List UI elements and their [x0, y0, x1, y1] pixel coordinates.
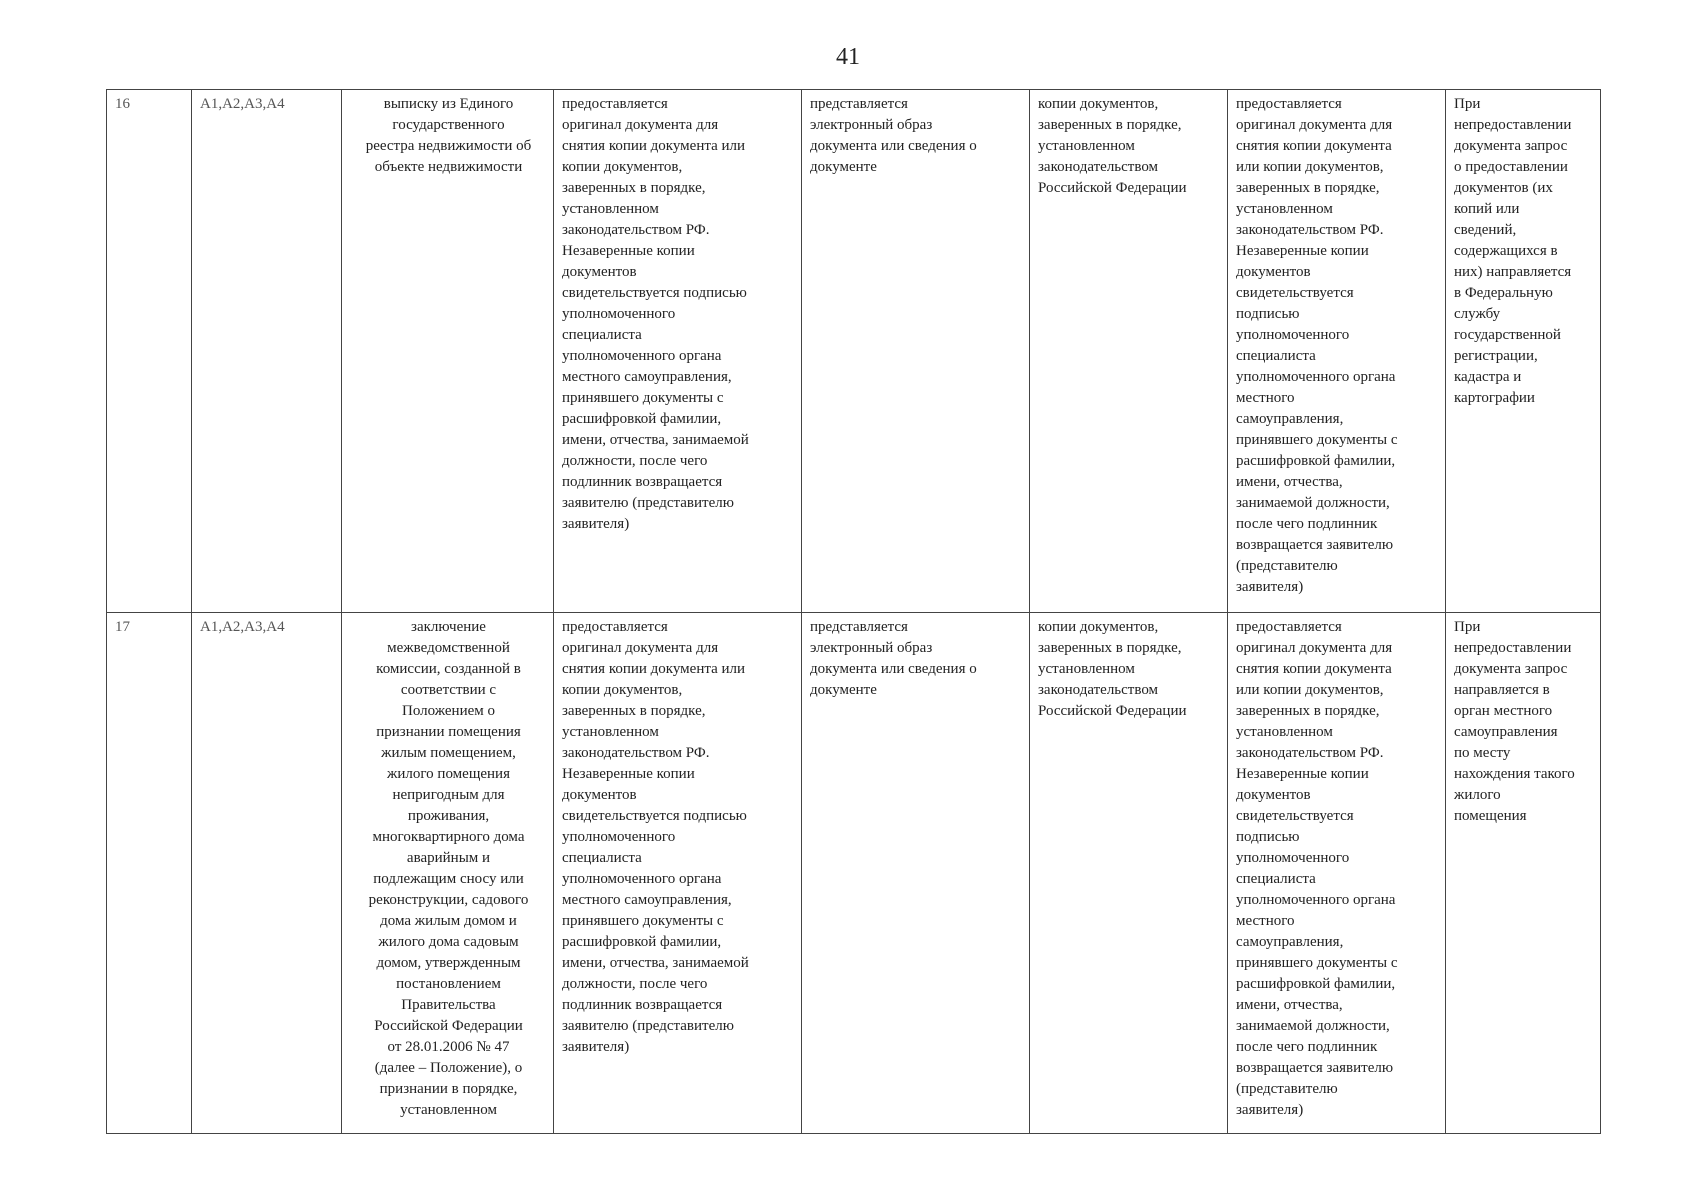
original-procedure-cell: предоставляется оригинал документа для снятия копии документа или копии документов, заверенных в порядке, установленном законодательством РФ. Незаверенные копии документов свидетельствуется подписью уполномоченного специалиста уполномоченного органа местного самоуправления, принявшего документы с расшифровкой фамилии, имени, отчества, занимаемой должности, после чего подлинник возвращается заявителю (представителю заявителя): [1228, 90, 1446, 613]
request-note-cell: При непредоставлении документа запрос о предоставлении документов (их копий или сведений, содержащихся в них) направляется в Федеральную службу государственной регистрации, кадастра и картографии: [1446, 90, 1601, 613]
document-name-cell: заключение межведомственной комиссии, созданной в соответствии с Положением о признании помещения жилым помещением, жилого помещения непригодным для проживания, многоквартирного дома аварийным и подлежащим сносу или реконструкции, садового дома жилым домом и жилого дома садовым домом, утвержденным постановлением Правительства Российской Федерации от 28.01.2006 № 47 (далее – Положение), о признании в порядке, установленном: [342, 613, 554, 1134]
row-number-cell: 16: [107, 90, 192, 613]
original-procedure-cell: предоставляется оригинал документа для снятия копии документа или копии документов, заверенных в порядке, установленном законодательством РФ. Незаверенные копии документов свидетельствуется подписью уполномоченного специалиста уполномоченного органа местного самоуправления, принявшего документы с расшифровкой фамилии, имени, отчества, занимаемой должности, после чего подлинник возвращается заявителю (представителю заявителя): [1228, 613, 1446, 1134]
copies-cell: копии документов, заверенных в порядке, установленном законодательством Российской Федерации: [1030, 613, 1228, 1134]
copies-cell: копии документов, заверенных в порядке, установленном законодательством Российской Федерации: [1030, 90, 1228, 613]
codes-cell: А1,А2,А3,А4: [192, 90, 342, 613]
row-number-cell: 17: [107, 613, 192, 1134]
paper-submission-cell: предоставляется оригинал документа для снятия копии документа или копии документов, заверенных в порядке, установленном законодательством РФ. Незаверенные копии документов свидетельствуется подписью уполномоченного специалиста уполномоченного органа местного самоуправления, принявшего документы с расшифровкой фамилии, имени, отчества, занимаемой должности, после чего подлинник возвращается заявителю (представителю заявителя): [554, 613, 802, 1134]
paper-submission-cell: предоставляется оригинал документа для снятия копии документа или копии документов, заверенных в порядке, установленном законодательством РФ. Незаверенные копии документов свидетельствуется подписью уполномоченного специалиста уполномоченного органа местного самоуправления, принявшего документы с расшифровкой фамилии, имени, отчества, занимаемой должности, после чего подлинник возвращается заявителю (представителю заявителя): [554, 90, 802, 613]
electronic-submission-cell: представляется электронный образ документа или сведения о документе: [802, 90, 1030, 613]
request-note-cell: При непредоставлении документа запрос направляется в орган местного самоуправления по месту нахождения такого жилого помещения: [1446, 613, 1601, 1134]
table-row: [107, 90, 1601, 613]
document-name-cell: выписку из Единого государственного реестра недвижимости об объекте недвижимости: [342, 90, 554, 613]
document-table: [106, 89, 1601, 1134]
codes-cell: А1,А2,А3,А4: [192, 613, 342, 1134]
table-row: [107, 613, 1601, 1134]
electronic-submission-cell: представляется электронный образ документа или сведения о документе: [802, 613, 1030, 1134]
page-number: 41: [836, 44, 860, 70]
